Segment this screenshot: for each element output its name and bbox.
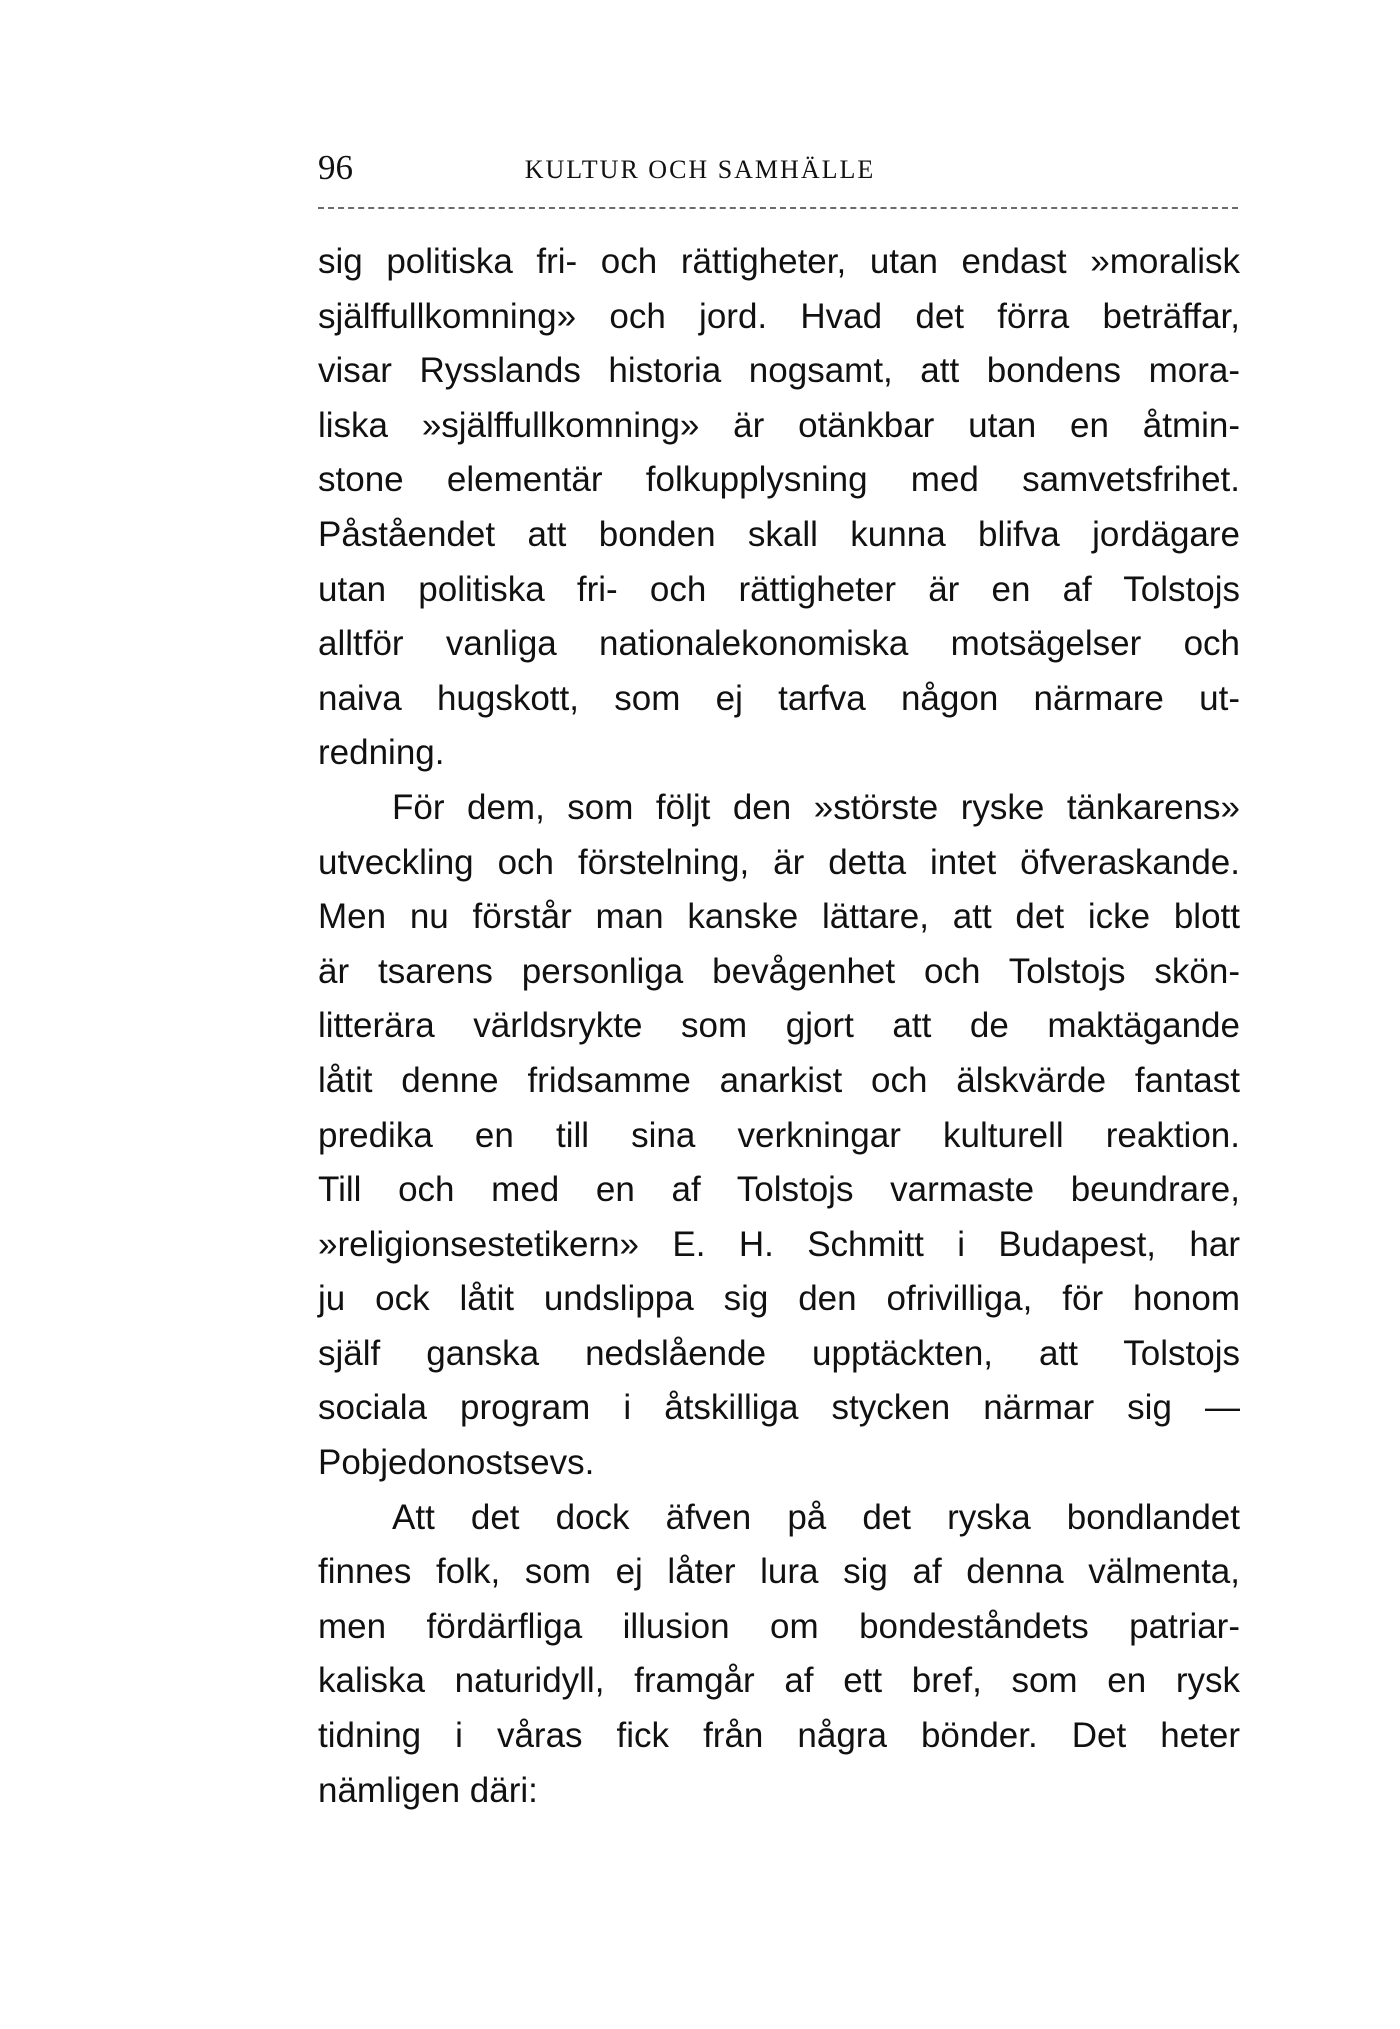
text-line: sociala program i åtskilliga stycken närmar sig — (318, 1388, 1240, 1428)
page-number: 96 (318, 148, 353, 187)
text-line: är tsarens personliga bevågenhet och Tolstojs skön- (318, 951, 1240, 991)
text-line: själffullkomning» och jord. Hvad det förra beträffar, (318, 296, 1240, 336)
text-line: utan politiska fri- och rättigheter är en af Tolstojs (318, 569, 1240, 609)
text-line: Men nu förstår man kanske lättare, att det icke blott (318, 897, 1240, 937)
text-line: tidning i våras fick från några bönder. Det heter (318, 1716, 1240, 1756)
text-line: men fördärfliga illusion om bondeståndets patriar- (318, 1606, 1240, 1646)
text-line: Påståendet att bonden skall kunna blifva jordägare (318, 514, 1240, 554)
text-line: redning. (318, 733, 445, 773)
text-line: nämligen däri: (318, 1770, 538, 1810)
text-line: Att det dock äfven på det ryska bondlandet (392, 1497, 1240, 1537)
text-line: liska »själffullkomning» är otänkbar utan en åtmin- (318, 405, 1240, 445)
text-line: stone elementär folkupplysning med samvetsfrihet. (318, 460, 1240, 500)
text-line: utveckling och förstelning, är detta intet öfveraskande. (318, 842, 1240, 882)
body-text (318, 235, 1240, 1818)
text-line: ju ock låtit undslippa sig den ofrivilliga, för honom (318, 1279, 1240, 1319)
text-line: predika en till sina verkningar kulturell reaktion. (318, 1115, 1240, 1155)
running-title: KULTUR OCH SAMHÄLLE (524, 155, 876, 184)
text-line: sig politiska fri- och rättigheter, utan endast »moralisk (318, 242, 1240, 281)
text-line: finnes folk, som ej låter lura sig af denna välmenta, (318, 1552, 1240, 1592)
text-line: För dem, som följt den »störste ryske tänkarens» (392, 787, 1240, 827)
paragraph (318, 235, 1240, 781)
text-line: visar Rysslands historia nogsamt, att bondens mora- (318, 351, 1240, 391)
text-line: låtit denne fridsamme anarkist och älskvärde fantast (318, 1060, 1240, 1100)
text-line: Pobjedonostsevs. (318, 1443, 595, 1483)
text-line: »religionsestetikern» E. H. Schmitt i Budapest, har (318, 1224, 1240, 1264)
header-rule (318, 207, 1238, 209)
text-line: själf ganska nedslående upptäckten, att Tolstojs (318, 1333, 1240, 1373)
text-line: kaliska naturidyll, framgår af ett bref, som en rysk (318, 1661, 1240, 1701)
paragraph (318, 781, 1240, 1491)
text-line: Till och med en af Tolstojs varmaste beundrare, (318, 1170, 1240, 1210)
text-line: alltför vanliga nationalekonomiska motsägelser och (318, 624, 1240, 664)
paragraph (318, 1491, 1240, 1819)
text-line: naiva hugskott, som ej tarfva någon närmare ut- (318, 678, 1240, 718)
text-line: litterära världsrykte som gjort att de maktägande (318, 1006, 1240, 1046)
